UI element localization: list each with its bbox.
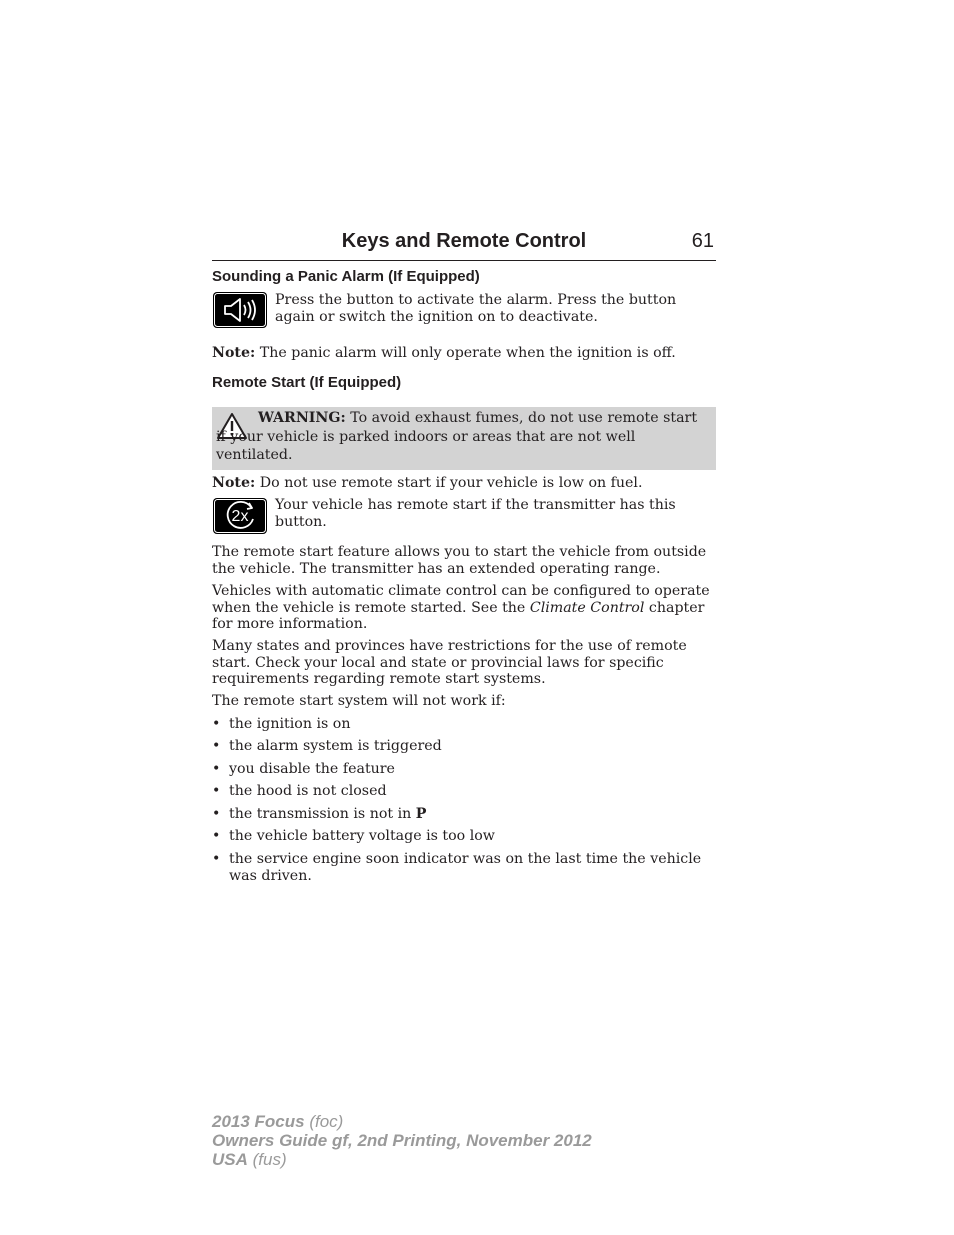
- footer-guide: Owners Guide gf, 2nd Printing, November 2012: [212, 1131, 592, 1150]
- bullet-icon: •: [212, 783, 221, 799]
- list-intro: The remote start system will not work if:: [212, 693, 506, 709]
- park-gear-label: P: [415, 806, 427, 822]
- list-item: [212, 806, 716, 823]
- remote-start-para-3: Many states and provinces have restrictions for the use of remote start. Check your local and state or provincial laws for specific requirements regarding remote start systems.: [212, 638, 687, 687]
- list-item: [212, 761, 716, 778]
- para2-before: Vehicles with automatic climate control can be configured to operate when the vehicle is remote started. See the: [212, 583, 710, 616]
- list-item-text: the service engine soon indicator was on the last time the vehicle was driven.: [229, 851, 702, 884]
- list-item: [212, 851, 716, 884]
- fuel-note: [212, 475, 716, 492]
- remote-start-2x-icon: [213, 498, 267, 534]
- footer-line-2: [212, 1131, 592, 1150]
- para2-after: chapter for more information.: [212, 599, 705, 632]
- remote-start-heading: Remote Start (If Equipped): [212, 374, 402, 391]
- bullet-icon: •: [212, 761, 221, 777]
- page-footer: [212, 1112, 592, 1169]
- list-item-text: [229, 806, 716, 823]
- remote-start-button-text: Your vehicle has remote start if the transmitter has this button.: [275, 497, 676, 530]
- list-item: [212, 738, 716, 755]
- bullet-icon: •: [212, 738, 221, 754]
- warning-label: WARNING:: [258, 410, 346, 426]
- bullet-icon: •: [212, 716, 221, 732]
- footer-line-1: [212, 1112, 592, 1131]
- panic-note: [212, 345, 716, 362]
- page-number: 61: [691, 230, 714, 252]
- remote-start-para-2: [212, 583, 716, 633]
- list-item: [212, 783, 716, 800]
- footer-market: USA: [212, 1150, 248, 1169]
- remote-start-icon-label: 2x: [231, 508, 249, 525]
- panic-alarm-heading: Sounding a Panic Alarm (If Equipped): [212, 268, 480, 285]
- list-item: [212, 716, 716, 733]
- footer-model: 2013 Focus: [212, 1112, 305, 1131]
- footer-model-code: (foc): [304, 1112, 344, 1131]
- note-text: The panic alarm will only operate when the ignition is off.: [259, 345, 676, 361]
- list-item-text-main: the transmission is not in: [229, 806, 416, 822]
- note-label: Note:: [212, 475, 256, 491]
- footer-line-3: [212, 1150, 592, 1169]
- list-item-text: you disable the feature: [229, 761, 395, 777]
- speaker-sound-icon: [213, 292, 267, 328]
- warning-box: [212, 407, 716, 470]
- page-header: [212, 228, 716, 261]
- list-item-text: the ignition is on: [229, 716, 351, 732]
- warning-text: [216, 409, 706, 465]
- list-item: [212, 828, 716, 845]
- panic-alarm-text: Press the button to activate the alarm. Press the button again or switch the ignition on to deactivate.: [275, 292, 677, 325]
- chapter-title: Keys and Remote Control: [341, 230, 587, 252]
- note-text: Do not use remote start if your vehicle is low on fuel.: [259, 475, 643, 491]
- list-item-text: the hood is not closed: [229, 783, 387, 799]
- bullet-icon: •: [212, 828, 221, 844]
- remote-start-para-1: The remote start feature allows you to start the vehicle from outside the vehicle. The transmitter has an extended operating range.: [212, 544, 707, 577]
- climate-control-reference: Climate Control: [529, 599, 645, 616]
- warning-body: To avoid exhaust fumes, do not use remote start if your vehicle is parked indoors or areas that are not well ventilated.: [216, 410, 698, 463]
- list-item-text: the alarm system is triggered: [229, 738, 442, 754]
- footer-market-code: (fus): [247, 1150, 287, 1169]
- list-item-text: the vehicle battery voltage is too low: [229, 828, 495, 844]
- bullet-icon: •: [212, 851, 221, 867]
- bullet-icon: •: [212, 806, 221, 822]
- note-label: Note:: [212, 345, 256, 361]
